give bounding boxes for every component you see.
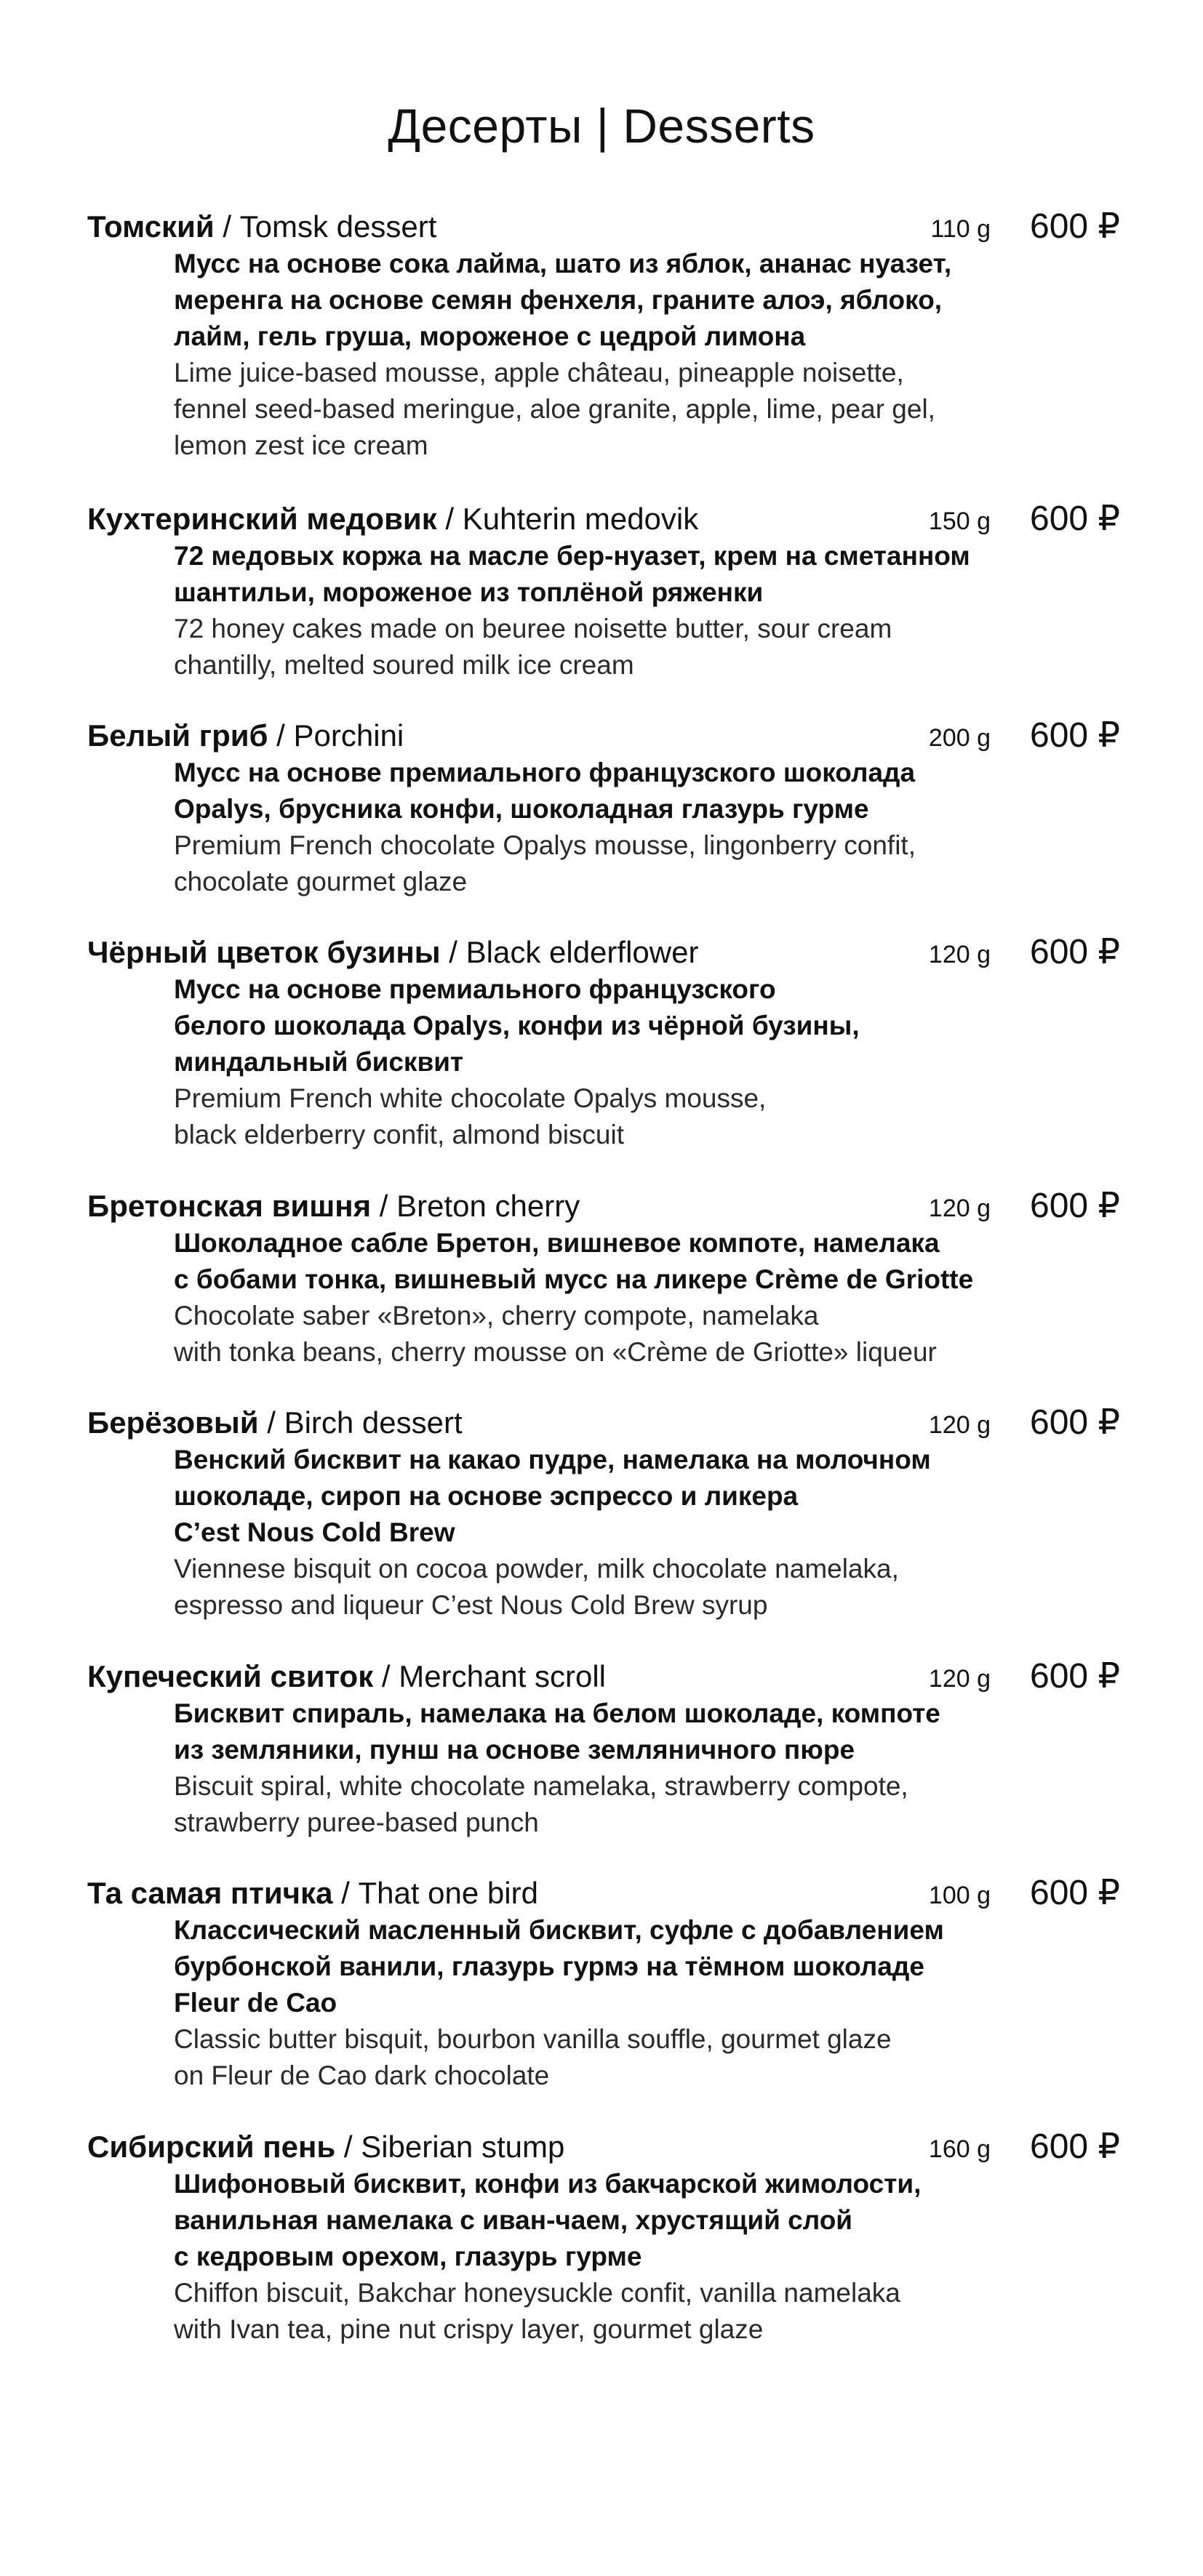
description-line-en: Viennese bisquit on cocoa powder, milk chocolate namelaka, [174,1554,899,1584]
item-name-ru: Белый гриб [87,718,268,753]
item-header [87,500,1120,538]
description-line-en: chocolate gourmet glaze [174,867,468,896]
description-line-ru: шантильи, мороженое из топлёной ряженки [174,577,764,607]
item-name-separator: / [258,1405,284,1440]
item-name-separator: / [214,209,240,244]
item-name-separator: / [440,935,466,969]
description-line-ru: Шифоновый бисквит, конфи из бакчарской жимолости, [174,2169,922,2199]
item-header [87,1658,1120,1696]
description-line-ru: Классический масленный бисквит, суфле с добавлением [174,1915,944,1945]
item-name [87,1404,463,1442]
item-description [174,755,1047,900]
description-line-ru: меренга на основе семян фенхеля, граните алоэ, яблоко, [174,285,943,315]
item-description [174,1696,1047,1841]
description-line-en: espresso and liqueur C’est Nous Cold Brew syrup [174,1590,768,1620]
description-ru [174,971,1047,1080]
description-en [174,1080,1047,1153]
item-name-ru: Томский [87,209,215,244]
description-line-ru: шоколаде, сироп на основе эспрессо и ликера [174,1481,799,1511]
description-en [174,2275,1047,2348]
description-line-ru: Мусс на основе премиального французского шоколада [174,758,916,787]
item-price: 600 ₽ [1030,1657,1120,1696]
item-weight: 120 g [928,1195,991,1222]
description-line-en: fennel seed-based meringue, aloe granite, apple, lime, pear gel, [174,394,935,424]
description-line-ru: Fleur de Cao [174,1988,337,2018]
description-line-ru: белого шоколада Opalys, конфи из чёрной бузины, [174,1011,860,1040]
item-name-separator: / [335,2130,361,2164]
description-line-en: Classic butter bisquit, bourbon vanilla souffle, gourmet glaze [174,2024,892,2054]
description-ru [174,755,1047,827]
description-line-ru: Opalys, брусника конфи, шоколадная глазурь гурме [174,794,869,824]
item-weight: 110 g [930,215,991,243]
item-price: 600 ₽ [1030,2127,1120,2166]
item-name-en: Porchini [293,718,404,753]
item-price: 600 ₽ [1030,933,1120,971]
item-description [174,1912,1047,2094]
description-line-ru: Мусс на основе премиального французского [174,974,776,1004]
item-description [174,538,1047,683]
description-line-ru: с бобами тонка, вишневый мусс на ликере Crème de Griotte [174,1264,974,1294]
item-weight: 120 g [928,1411,991,1439]
item-name-ru: Купеческий свиток [87,1659,374,1693]
item-weight: 120 g [928,941,991,968]
item-description [174,2166,1047,2348]
menu-item [87,934,1120,1153]
item-name-ru: Сибирский пень [87,2130,336,2164]
description-en [174,1551,1047,1624]
item-header [87,1874,1120,1912]
description-line-ru: лайм, гель груша, мороженое с цедрой лимона [174,321,806,351]
item-name-ru: Берёзовый [87,1405,259,1440]
menu-item [87,1187,1120,1371]
description-ru [174,2166,1047,2275]
menu-item [87,2128,1120,2348]
menu-item [87,1658,1120,1841]
item-name-separator: / [436,502,463,536]
item-name [87,717,404,755]
description-line-ru: из земляники, пунш на основе земляничного пюре [174,1735,855,1765]
description-line-ru: с кедровым орехом, глазурь гурме [174,2242,642,2271]
description-line-ru: Венский бисквит на какао пудре, намелака на молочном [174,1445,931,1474]
item-header [87,934,1120,971]
description-line-en: Premium French white chocolate Opalys mousse, [174,1083,767,1113]
description-line-ru: ванильная намелака с иван-чаем, хрустящий слой [174,2205,853,2235]
item-name-separator: / [332,1876,359,1910]
description-en [174,2021,1047,2094]
item-name-en: Kuhterin medovik [462,502,699,536]
item-price: 600 ₽ [1030,1403,1120,1442]
item-name-en: Siberian stump [361,2130,565,2164]
item-name [87,1874,538,1912]
description-en [174,355,1047,464]
description-en [174,827,1047,900]
description-line-en: 72 honey cakes made on beuree noisette butter, sour cream [174,614,892,643]
description-ru [174,538,1047,611]
description-line-en: with tonka beans, cherry mousse on «Crème de Griotte» liqueur [174,1337,937,1367]
item-price: 600 ₽ [1030,499,1120,538]
item-name-en: Black elderflower [465,935,699,969]
description-ru [174,1225,1047,1298]
description-line-en: strawberry puree-based punch [174,1807,539,1837]
item-name [87,500,698,538]
description-line-en: Lime juice-based mousse, apple château, pineapple noisette, [174,358,904,388]
description-line-ru: Бисквит спираль, намелака на белом шоколаде, компоте [174,1698,940,1728]
item-description [174,246,1047,464]
item-weight: 160 g [928,2135,991,2163]
item-name [87,2128,564,2166]
description-line-en: Chocolate saber «Breton», cherry compote, namelaka [174,1301,819,1331]
description-line-en: Biscuit spiral, white chocolate namelaka, strawberry compote, [174,1771,908,1801]
item-header [87,717,1120,755]
item-name-ru: Та самая птичка [87,1876,333,1910]
item-weight: 120 g [928,1665,991,1693]
description-en [174,1298,1047,1371]
description-en [174,1768,1047,1841]
item-name [87,934,698,971]
item-name [87,208,436,246]
item-name-separator: / [373,1659,399,1693]
description-en [174,611,1047,683]
item-price: 600 ₽ [1030,1187,1120,1225]
item-name-en: Birch dessert [284,1405,463,1440]
item-weight: 200 g [928,724,991,752]
item-description [174,971,1047,1153]
item-header [87,1187,1120,1225]
description-line-en: chantilly, melted soured milk ice cream [174,650,634,680]
description-line-ru: C’est Nous Cold Brew [174,1517,455,1547]
description-line-en: on Fleur de Cao dark chocolate [174,2061,550,2090]
item-header [87,2128,1120,2166]
item-description [174,1442,1047,1624]
description-line-ru: 72 медовых коржа на масле бер-нуазет, крем на сметанном [174,541,970,571]
description-ru [174,1696,1047,1768]
menu-item [87,1874,1120,2094]
description-line-ru: миндальный бисквит [174,1047,464,1077]
description-line-en: Chiffon biscuit, Bakchar honeysuckle confit, vanilla namelaka [174,2278,900,2308]
item-name-en: Merchant scroll [399,1659,607,1693]
item-name-en: Tomsk dessert [239,209,437,244]
item-name-ru: Бретонская вишня [87,1189,372,1223]
item-price: 600 ₽ [1030,716,1120,755]
description-line-ru: Шоколадное сабле Бретон, вишневое компоте, намелака [174,1228,940,1258]
item-name [87,1658,606,1696]
item-weight: 150 g [928,507,991,535]
description-line-ru: Мусс на основе сока лайма, шато из яблок, ананас нуазет, [174,249,952,278]
item-name-ru: Чёрный цветок бузины [87,935,441,969]
item-weight: 100 g [928,1882,991,1909]
item-description [174,1225,1047,1371]
description-ru [174,246,1047,355]
item-header [87,1404,1120,1442]
description-line-en: black elderberry confit, almond biscuit [174,1120,625,1149]
item-name-en: Breton cherry [396,1189,580,1223]
description-line-ru: бурбонской ванили, глазурь гурмэ на тёмном шоколаде [174,1951,924,1981]
description-ru [174,1442,1047,1551]
item-name-en: That one bird [358,1876,538,1910]
item-name-ru: Кухтеринский медовик [87,502,437,536]
menu-item [87,717,1120,900]
menu-item [87,1404,1120,1624]
item-name [87,1187,580,1225]
item-header [87,208,1120,246]
description-line-en: lemon zest ice cream [174,430,428,460]
item-price: 600 ₽ [1030,1874,1120,1912]
menu-item [87,500,1120,683]
description-line-en: Premium French chocolate Opalys mousse, lingonberry confit, [174,830,916,860]
description-line-en: with Ivan tea, pine nut crispy layer, gourmet glaze [174,2314,764,2344]
item-name-separator: / [268,718,294,753]
description-ru [174,1912,1047,2021]
item-name-separator: / [371,1189,397,1223]
menu-item [87,208,1120,464]
item-price: 600 ₽ [1030,207,1120,246]
page-title: Десерты | Desserts [388,99,815,153]
